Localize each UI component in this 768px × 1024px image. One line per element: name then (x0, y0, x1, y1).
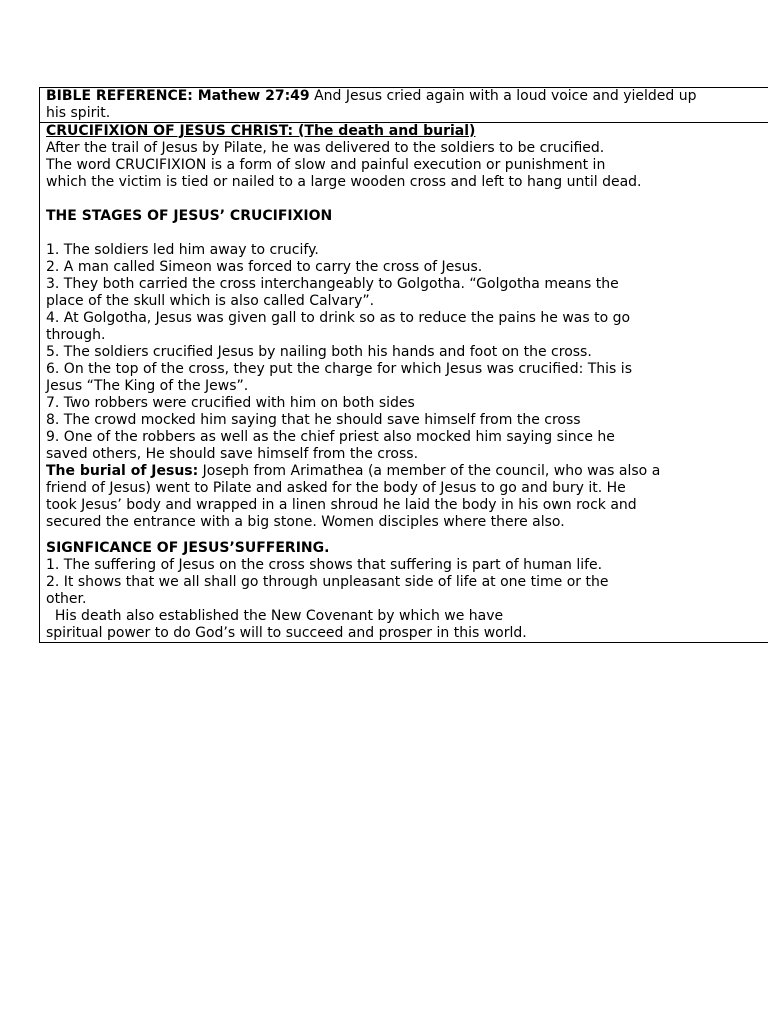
stage-line: 1. The soldiers led him away to crucify. (46, 242, 319, 258)
bible-reference-row (40, 88, 768, 123)
lesson-heading: CRUCIFIXION OF JESUS CHRIST: (The death and burial) (46, 123, 476, 139)
burial-label: The burial of Jesus: (46, 463, 199, 479)
intro-line: After the trail of Jesus by Pilate, he was delivered to the soldiers to be crucified. (46, 140, 605, 156)
significance-line: 1. The suffering of Jesus on the cross shows that suffering is part of human life. (46, 557, 603, 573)
lesson-content (40, 123, 768, 642)
burial-line (46, 463, 768, 480)
significance-line: other. (46, 591, 87, 607)
stage-line: 7. Two robbers were crucified with him on both sides (46, 395, 415, 411)
significance-line: spiritual power to do God’s will to succeed and prosper in this world. (46, 625, 527, 641)
significance-line: 2. It shows that we all shall go through unpleasant side of life at one time or the (46, 574, 609, 590)
burial-line: took Jesus’ body and wrapped in a linen shroud he laid the body in his own rock and (46, 497, 637, 513)
intro-line: The word CRUCIFIXION is a form of slow and painful execution or punishment in (46, 157, 606, 173)
stage-line: 6. On the top of the cross, they put the charge for which Jesus was crucified: This is (46, 361, 632, 377)
stage-line: place of the skull which is also called Calvary”. (46, 293, 375, 309)
stage-line: 4. At Golgotha, Jesus was given gall to drink so as to reduce the pains he was to go (46, 310, 631, 326)
significance-line: His death also established the New Covenant by which we have (46, 608, 504, 624)
bible-reference-line-2: his spirit. (46, 105, 111, 121)
burial-text: Joseph from Arimathea (a member of the council, who was also a (198, 463, 661, 479)
bible-reference-text: And Jesus cried again with a loud voice and yielded up (309, 88, 697, 104)
stage-line: through. (46, 327, 106, 343)
stage-line: 2. A man called Simeon was forced to carry the cross of Jesus. (46, 259, 483, 275)
document-table (39, 87, 768, 643)
burial-line: friend of Jesus) went to Pilate and asked for the body of Jesus to go and bury it. He (46, 480, 626, 496)
stages-heading: THE STAGES OF JESUS’ CRUCIFIXION (46, 208, 333, 224)
bible-reference-label: BIBLE REFERENCE: Mathew 27:49 (46, 88, 310, 104)
bible-reference-line-1 (46, 88, 768, 105)
stage-line: saved others, He should save himself from the cross. (46, 446, 419, 462)
stage-line: 5. The soldiers crucified Jesus by nailing both his hands and foot on the cross. (46, 344, 592, 360)
burial-line: secured the entrance with a big stone. Women disciples where there also. (46, 514, 565, 530)
stage-line: Jesus “The King of the Jews”. (46, 378, 249, 394)
intro-line: which the victim is tied or nailed to a large wooden cross and left to hang until dead. (46, 174, 642, 190)
significance-heading: SIGNFICANCE OF JESUS’SUFFERING. (46, 540, 330, 556)
stage-line: 8. The crowd mocked him saying that he should save himself from the cross (46, 412, 581, 428)
stage-line: 9. One of the robbers as well as the chief priest also mocked him saying since he (46, 429, 615, 445)
stage-line: 3. They both carried the cross interchangeably to Golgotha. “Golgotha means the (46, 276, 619, 292)
